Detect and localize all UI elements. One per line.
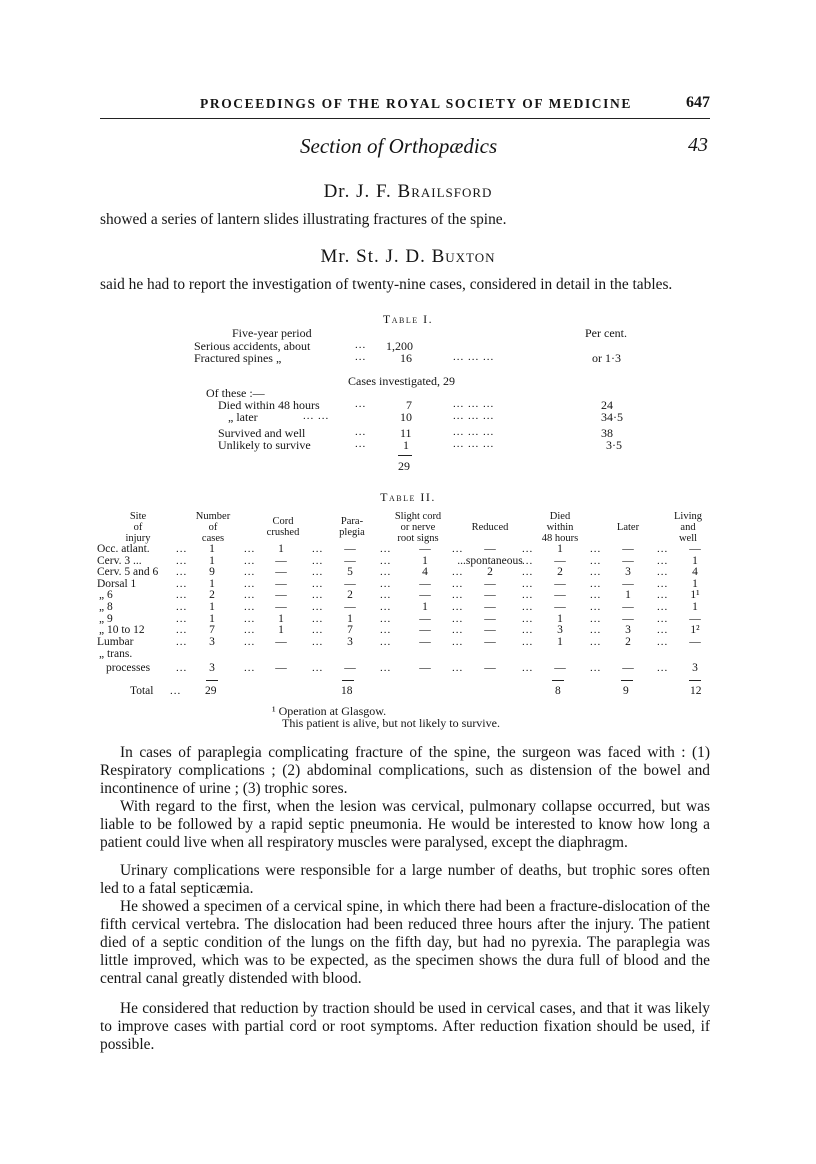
table2-site-cell: „ 8	[99, 601, 113, 613]
page-number: 647	[686, 94, 710, 111]
table2-cord-cell: —	[275, 601, 287, 613]
body-paragraph-4: He showed a specimen of a cervical spine, in which there had been a fracture-dislocation of the fifth cervical vertebra. The dislocation had been reduced three hours after the injury. The patient died of a septic condition of the lungs on the fifth day, but had no pyrexia. The paraplegia was little improved, which was to be expected, as the specimen shows the dura full of blood and the central canal greatly distended with blood.	[100, 898, 710, 987]
table2-trans-died-cell: —	[554, 662, 566, 674]
table2-trans-reduced-cell: —	[484, 662, 496, 674]
table1-row-percent: 24	[601, 398, 613, 412]
section-title: Section of Orthopædics	[300, 134, 498, 158]
table1-row-label: Unlikely to survive	[218, 438, 311, 452]
table2-number-cell: 2	[209, 589, 215, 601]
table2-reduced-cell: —	[484, 578, 496, 590]
body-paragraph-2: With regard to the first, when the lesion was cervical, pulmonary collapse occurred, but was liable to be followed by a rapid septic pneumonia. He would be interested to know how long a patient could live when all respiratory muscles were paralysed, except the diaphragm.	[100, 798, 710, 851]
table2-site-cell: Cerv. 3 ...	[97, 555, 142, 567]
table2-slight-cell: —	[419, 543, 431, 555]
table2-cord-cell: —	[275, 555, 287, 567]
table2-para-cell: —	[344, 555, 356, 567]
table2-site-cell: Cerv. 5 and 6	[97, 566, 159, 578]
table2-later-cell: —	[622, 578, 634, 590]
table2-header-living: Living and well	[674, 511, 702, 544]
table1-row-percent: 38	[601, 426, 613, 440]
table2-header-later: Later	[616, 522, 640, 533]
table2-para-cell: 7	[347, 624, 353, 636]
table2-trans-label: processes	[106, 662, 151, 674]
table2-died-cell: 2	[557, 566, 563, 578]
table2-trans-cord-cell: —	[275, 662, 287, 674]
table2-header-number: Number of cases	[195, 511, 231, 544]
table2-slight-cell: —	[419, 613, 431, 625]
table2-para-cell: 2	[347, 589, 353, 601]
table1-row-label: „ later	[228, 410, 258, 424]
table2-cord-cell: 1	[278, 543, 284, 555]
table2-died-cell: —	[554, 555, 566, 567]
table2-trans-slight-cell: —	[419, 662, 431, 674]
speaker-name-brailsford: Dr. J. F. Brailsford	[323, 181, 493, 202]
table2-later-cell: —	[622, 543, 634, 555]
table1-row-percent: 3·5	[606, 438, 622, 452]
table2-reduced-cell: —	[484, 624, 496, 636]
table2-living-cell: —	[689, 636, 701, 648]
table2-para-cell: —	[344, 601, 356, 613]
table2-living-cell: 1	[692, 601, 698, 613]
table2-later-cell: —	[622, 555, 634, 567]
table2-header-reduced: Reduced	[471, 522, 509, 533]
table2-later-cell: 3	[625, 624, 631, 636]
table2-number-cell: 1	[209, 578, 215, 590]
table1-of-these: Of these :—	[206, 386, 265, 400]
table2-slight-cell: —	[419, 578, 431, 590]
table2-died-cell: 1	[557, 543, 563, 555]
section-page-number: 43	[688, 134, 708, 156]
table2-reduced-cell: —	[484, 601, 496, 613]
speaker-name-buxton: Mr. St. J. D. Buxton	[320, 246, 496, 267]
table2-reduced-cell: —	[484, 636, 496, 648]
table2-total-para: 18	[341, 685, 353, 697]
table2-number-cell: 7	[209, 624, 215, 636]
table2-later-cell: 3	[625, 566, 631, 578]
table2-living-cell: 4	[692, 566, 698, 578]
table1-row-value: 10	[400, 410, 412, 424]
table2-site-cell: „ 10 to 12	[99, 624, 145, 636]
table2-header-slight: Slight cord or nerve root signs	[394, 511, 442, 544]
journal-page: PROCEEDINGS OF THE ROYAL SOCIETY OF MEDICINE 647 Section of Orthopædics 43 Dr. J. F. Brailsford showed a series of lantern slides illustrating fractures of the spine. Mr. St. J. D. Buxton said he had to report the investigation of twenty-nine cases, considered in detail in the tables. Table I. Five-year period Per cent. Serious accidents, about ... 1,200 Fractured spines „ ... 16 ... ... ... or 1·3 Cases investigated, 29 Of these :— Died within 48 hours ... 7 ... ... ... 24 „ later ... ... 10 ... ... ... 34·5 Survived and well ... 11 ... ... ... 38 Unlikely to survive ... 1 ... ... ... 3·5 29 Table II. Site of injury Number of cases Cord crushed Para- plegia Slight cord or nerve root signs Reduced Died within 48 hours Later Living and well Occ. atlant. 1 1 — — — 1 — — ... ... ... ... ... ... ... ... Cerv. 3 ... 1 — — 1 ...spontaneous — — 1 ... ... ... ... ... ... ... Cerv. 5 and 6 9 — 5 4 2 2 3 4 ... ... ... ... ... ... ... ... Dorsal 1 1 — — — — — — 1 ... ... ... ... ... ... ... ... „ 6 2 — 2 — — — 1 1¹ ... ... ... ... ... ... ... ... „ 8 1 — — 1 — — — 1 ... ... ... ... ... ... ... ... „ 9 1 1 1 — — 1 — — ... ... ... ... ... ... ... ... „ 10 to 12 7 1 7 — — 3 3 1² ... ... ... ... ... ... ... ... Lumbar 3 — 3 — — 1 2 — ... ... ... ... ... ... ... ... „ trans. processes 3 — — — — — — 3 ... ... ... ... ... ... ... ... Total ... 29 18 8 9 12 ¹ Operation at Glasgow. This patient is alive, but not likely to survive. In cases of paraplegia complicating fracture of the spine, the surgeon was faced with : (1) Respiratory complications ; (2) abdominal complications, such as distension of the bowel and incontinence of urine ; (3) trophic sores. With regard to the first, when the lesion was cervical, pulmonary collapse occurred, but was liable to be followed by a rapid septic pneumonia. He would be interested to know how long a patient could live when all respiratory muscles were paralysed, except the diaphragm. Urinary complications were responsible for a large number of deaths, but trophic sores often led to a fatal septicæmia. He showed a specimen of a cervical spine, in which there had been a fracture-dislocation of the fifth cervical vertebra. The dislocation had been reduced three hours after the injury. The patient died of a septic condition of the lungs on the fifth day, but had no pyrexia. The paraplegia was little improved, which was to be expected, as the specimen shows the dura full of blood and the central canal greatly distended with blood. He considered that reduction by traction should be used in cervical cases, and that it was likely to improve cases with partial cord or root symptoms. After reduction fixation should be used, if possible.	[0, 0, 816, 1164]
table1-fractured-label: Fractured spines „	[194, 351, 282, 365]
table2-slight-cell: —	[419, 624, 431, 636]
table2-cord-cell: —	[275, 566, 287, 578]
table2-header-died: Died within 48 hours	[541, 511, 579, 544]
table2-site-cell: Dorsal 1	[97, 578, 137, 590]
table2-cord-cell: 1	[278, 613, 284, 625]
table2-slight-cell: 1	[422, 601, 428, 613]
table2-header-para: Para- plegia	[339, 516, 365, 538]
table2-para-cell: —	[344, 578, 356, 590]
table2-slight-cell: 1	[422, 555, 428, 567]
table2-total-label: Total	[130, 685, 154, 697]
table2-para-cell: 3	[347, 636, 353, 648]
table2-cord-cell: —	[275, 578, 287, 590]
table2-trans-label: „ trans.	[99, 648, 133, 660]
table2-site-cell: Lumbar	[97, 636, 134, 648]
table1-cases-investigated: Cases investigated, 29	[348, 374, 455, 388]
table2-trans-number-cell: 3	[209, 662, 215, 674]
table2-later-cell: —	[622, 601, 634, 613]
table1-serious-label: Serious accidents, about	[194, 339, 311, 353]
table2-died-cell: —	[554, 601, 566, 613]
table2-slight-cell: 4	[422, 566, 428, 578]
table2-cord-cell: 1	[278, 624, 284, 636]
table1-caption: Table I.	[382, 312, 434, 326]
speaker2-text: said he had to report the investigation of twenty-nine cases, considered in detail in the tables.	[100, 276, 673, 293]
table2-reduced-cell: —	[484, 543, 496, 555]
table1-row-value: 11	[400, 426, 412, 440]
table1-fractured-percent: or 1·3	[592, 351, 621, 365]
table2-died-cell: 1	[557, 613, 563, 625]
table2-number-cell: 1	[209, 613, 215, 625]
header-rule	[100, 118, 710, 119]
table1-row-label: Died within 48 hours	[218, 398, 320, 412]
table2-para-cell: —	[344, 543, 356, 555]
table2-header-cord: Cord crushed	[266, 516, 300, 538]
table2-reduced-cell: ...spontaneous	[457, 555, 523, 567]
table2-total-later: 9	[623, 685, 629, 697]
table2-site-cell: „ 9	[99, 613, 113, 625]
table2-later-cell: —	[622, 613, 634, 625]
table2-number-cell: 1	[209, 601, 215, 613]
table1-percent-header: Per cent.	[585, 326, 627, 340]
table2-living-cell: —	[689, 613, 701, 625]
body-paragraph-1: In cases of paraplegia complicating fracture of the spine, the surgeon was faced with : (1) Respiratory complications ; (2) abdominal complications, such as distension of the bowel and incontinence of urine ; (3) trophic sores.	[100, 744, 710, 797]
table1-row-label: Survived and well	[218, 426, 306, 440]
table2-cord-cell: —	[275, 636, 287, 648]
journal-title: PROCEEDINGS OF THE ROYAL SOCIETY OF MEDICINE	[200, 96, 632, 111]
table2-reduced-cell: 2	[487, 566, 493, 578]
body-paragraph-5: He considered that reduction by traction should be used in cervical cases, and that it was likely to improve cases with partial cord or root symptoms. After reduction fixation should be used, if possible.	[100, 1000, 710, 1053]
body-paragraph-3: Urinary complications were responsible for a large number of deaths, but trophic sores often led to a fatal septicæmia.	[100, 862, 710, 897]
table2-caption: Table II.	[380, 490, 436, 504]
table2-trans-later-cell: —	[622, 662, 634, 674]
table2-died-cell: 3	[557, 624, 563, 636]
table2-site-cell: „ 6	[99, 589, 113, 601]
table2-later-cell: 2	[625, 636, 631, 648]
table2-living-cell: 1²	[690, 624, 700, 636]
table2-total-died: 8	[555, 685, 561, 697]
table2-para-cell: 1	[347, 613, 353, 625]
table2-died-cell: —	[554, 589, 566, 601]
table2-trans-living-cell: 3	[692, 662, 698, 674]
table2-reduced-cell: —	[484, 613, 496, 625]
table2-header-site: Site of injury	[125, 511, 151, 544]
table1-serious-value: 1,200	[386, 339, 413, 353]
table2-living-cell: —	[689, 543, 701, 555]
table2-reduced-cell: —	[484, 589, 496, 601]
table2-para-cell: 5	[347, 566, 353, 578]
table2-total-living: 12	[690, 685, 702, 697]
table2-living-cell: 1	[692, 578, 698, 590]
table1-row-value: 7	[406, 398, 412, 412]
table2-slight-cell: —	[419, 589, 431, 601]
table1-total-rule	[398, 455, 412, 456]
table1-row-percent: 34·5	[601, 410, 623, 424]
table2-number-cell: 1	[209, 555, 215, 567]
table2-number-cell: 1	[209, 543, 215, 555]
speaker1-text: showed a series of lantern slides illustrating fractures of the spine.	[100, 211, 507, 228]
table2-died-cell: 1	[557, 636, 563, 648]
table1-total: 29	[398, 459, 410, 473]
table2-number-cell: 9	[209, 566, 215, 578]
table1-period-header: Five-year period	[232, 326, 312, 340]
table2-living-cell: 1¹	[690, 589, 700, 601]
table2-total-number: 29	[205, 685, 217, 697]
table1-fractured-value: 16	[400, 351, 412, 365]
table2-site-cell: Occ. atlant.	[97, 543, 150, 555]
table2-footnote: ¹ Operation at Glasgow.	[272, 704, 387, 718]
table2-died-cell: —	[554, 578, 566, 590]
table2-trans-para-cell: —	[344, 662, 356, 674]
table2-number-cell: 3	[209, 636, 215, 648]
table2-later-cell: 1	[625, 589, 631, 601]
table2-living-cell: 1	[692, 555, 698, 567]
table2-slight-cell: —	[419, 636, 431, 648]
table2-footnote: This patient is alive, but not likely to survive.	[282, 716, 500, 730]
table1-row-value: 1	[403, 438, 409, 452]
table2-cord-cell: —	[275, 589, 287, 601]
